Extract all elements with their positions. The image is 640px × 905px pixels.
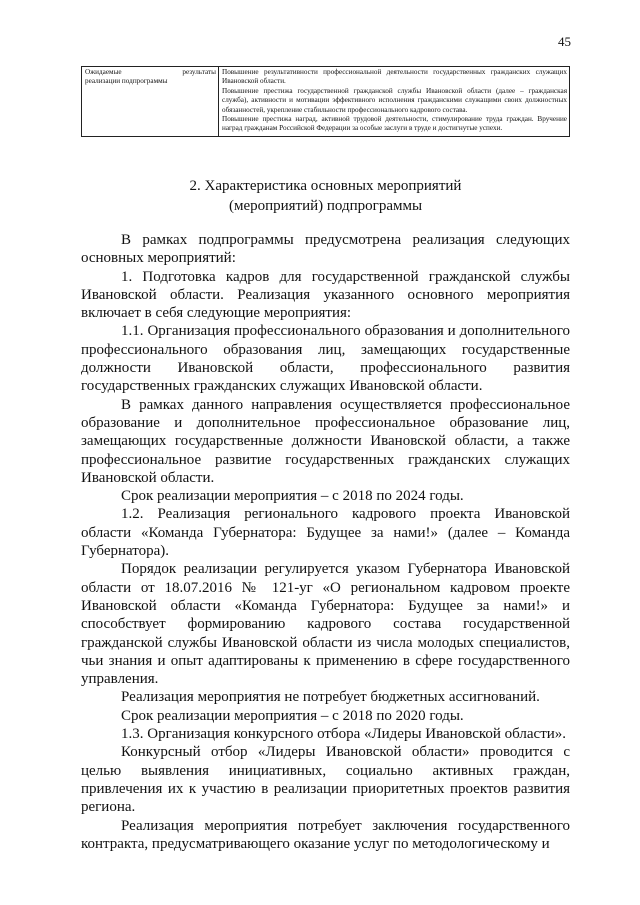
table-content-paragraph: Повышение престижа государственной гражданской службы Ивановской области (далее – гражданская служба), активности и мотивации эффективного исполнения гражданскими служащими своих должностных обязанностей, укрепление стабильности профессионального кадрового состава. bbox=[222, 86, 567, 114]
table-label-cell bbox=[82, 67, 219, 137]
table-label-line: реализации подпрограммы bbox=[85, 77, 168, 86]
table-row bbox=[82, 67, 570, 137]
table-content-paragraph: Повышение престижа наград, активной трудовой деятельности, стимулирование труда граждан. Вручение наград гражданам Российской Федерации за особые заслуги в труде и достигнутые успехи. bbox=[222, 115, 567, 133]
body-paragraph: В рамках данного направления осуществляется профессиональное образование и дополнительное профессиональное образование лиц, замещающих государственные должности Ивановской области, а также профессиональное развитие государственных гражданских служащих Ивановской области. bbox=[81, 396, 570, 486]
body-paragraph: Конкурсный отбор «Лидеры Ивановской области» проводится с целью выявления инициативных, социально активных граждан, привлечения их к участию в реализации приоритетных проектов развития региона. bbox=[81, 744, 570, 816]
body-paragraph: Порядок реализации регулируется указом Губернатора Ивановской области от 18.07.2016 № 121-уг «О региональном кадровом проекте Ивановской области «Команда Губернатора: Будущее за нами!» и способствует формированию кадрового состава государственной гражданской службы Ивановской области из числа молодых специалистов, чьи знания и опыт адаптированы к применению в сфере государственного управления. bbox=[81, 561, 570, 688]
body-paragraph: 1.2. Реализация регионального кадрового проекта Ивановской области «Команда Губернатора: Будущее за нами!» (далее – Команда Губернатора). bbox=[81, 506, 570, 560]
table-content-cell bbox=[219, 67, 570, 137]
body-paragraph: Реализация мероприятия не потребует бюджетных ассигнований. bbox=[121, 689, 540, 706]
body-paragraph: Срок реализации мероприятия – с 2018 по 2024 годы. bbox=[121, 488, 464, 505]
page-number: 45 bbox=[558, 34, 571, 49]
section-heading bbox=[81, 176, 570, 216]
section-heading-line: 2. Характеристика основных мероприятий bbox=[189, 178, 462, 194]
body-paragraph: 1. Подготовка кадров для государственной гражданской службы Ивановской области. Реализация указанного основного мероприятия включает в себя следующие мероприятия: bbox=[81, 268, 570, 322]
body-paragraph: 1.1. Организация профессионального образования и дополнительного профессионального образования лиц, замещающих государственные должности Ивановской области, профессионального развития государственных гражданских служащих Ивановской области. bbox=[81, 323, 570, 395]
table-content-paragraph: Повышение результативности профессиональной деятельности государственных гражданских служащих Ивановской области. bbox=[222, 68, 567, 86]
body-paragraph: Реализация мероприятия потребует заключения государственного контракта, предусматривающего оказание услуг по методологическому и bbox=[81, 817, 570, 852]
body-paragraph: 1.3. Организация конкурсного отбора «Лидеры Ивановской области». bbox=[121, 726, 567, 743]
results-table bbox=[81, 66, 570, 137]
body-paragraph: Срок реализации мероприятия – с 2018 по 2020 годы. bbox=[121, 707, 464, 724]
section-heading-line: (мероприятий) подпрограммы bbox=[228, 198, 423, 214]
table-label-line: Ожидаемые результаты bbox=[85, 68, 216, 76]
section-body bbox=[81, 231, 570, 853]
body-paragraph: В рамках подпрограммы предусмотрена реализация следующих основных мероприятий: bbox=[81, 232, 570, 267]
